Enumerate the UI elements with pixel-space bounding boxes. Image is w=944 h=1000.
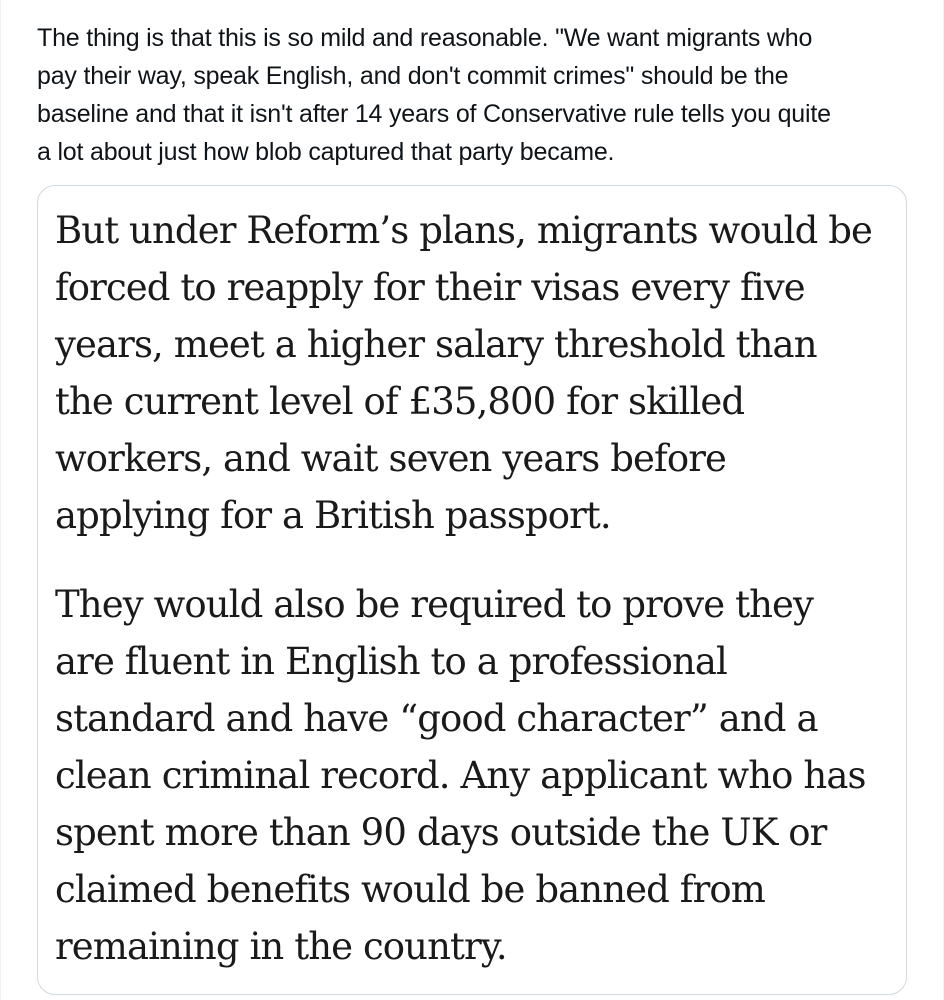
quote-paragraph-2: They would also be required to prove they are fluent in English to a professional standard and have “good character” and a clean criminal record. Any applicant who has spent more than 90 days outside the UK or claimed benefits would be banned from remaining in the country.	[55, 583, 866, 968]
quote-paragraph-1: But under Reform’s plans, migrants would be forced to reapply for their visas every five years, meet a higher salary threshold than the current level of £35,800 for skilled workers, and wait seven years before applying for a British passport.	[55, 209, 872, 537]
tweet-text: The thing is that this is so mild and reasonable. "We want migrants who pay their way, speak English, and don't commit crimes" should be the baseline and that it isn't after 14 years of Conservative rule tells you quite a lot about just how blob captured that party became.	[37, 24, 831, 166]
quoted-image-card[interactable]	[37, 185, 907, 995]
